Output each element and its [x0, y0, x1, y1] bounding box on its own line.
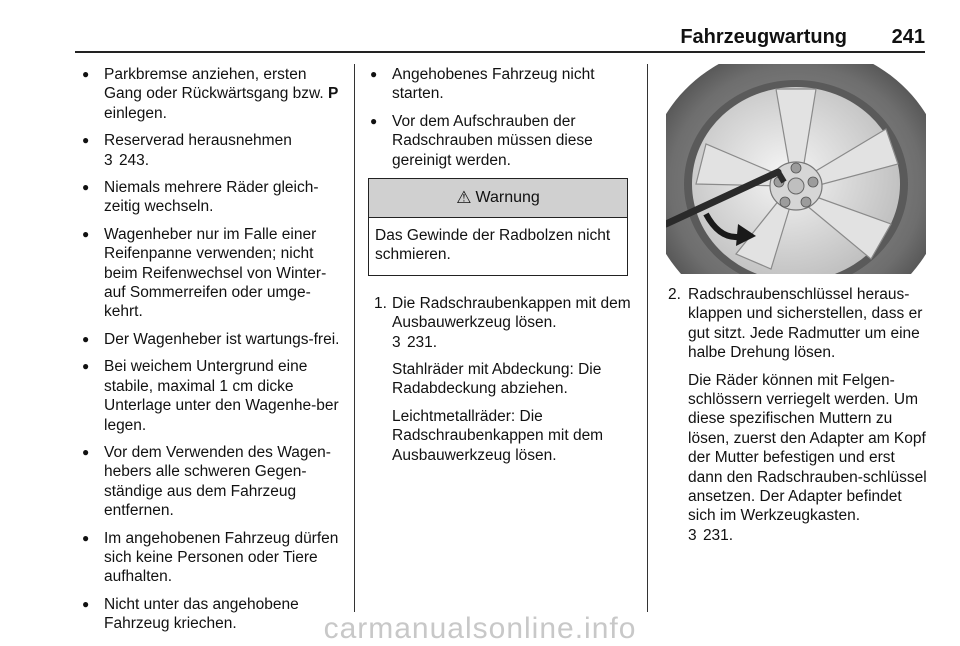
step-paragraph: Leichtmetallräder: Die Radschraubenkappen mit dem Ausbauwerkzeug lösen.: [392, 407, 604, 464]
wheel-image: [666, 64, 926, 274]
step-paragraph: Die Räder können mit Felgen-schlössern verriegelt werden. Um diese spezifischen Muttern zu lösen, zuerst den Adapter am Kopf der Mutter befestigen und erst dann den Radschrauben-schlüssel ansetzen. Der Adapter befindet sich im Werkzeugkasten. 3 231.: [688, 371, 927, 544]
step-item: 1. Die Radschraubenkappen mit dem Ausbauwerkzeug lösen. 3 231. Stahlräder mit Abdeckung: Die Radabdeckung abziehen. Leichtmetallräder: Die Radschraubenkappen mit dem Ausbauwerkzeug lösen.: [368, 294, 636, 465]
list-item: ● Reserverad herausnehmen 3 243.: [80, 131, 348, 170]
column-divider: [354, 64, 355, 612]
wheel-illustration: [666, 64, 926, 274]
warning-box: [368, 178, 628, 276]
watermark: carmanualsonline.info: [323, 612, 637, 645]
warning-body: Das Gewinde der Radbolzen nicht schmieren.: [375, 227, 611, 264]
list-item: ● Parkbremse anziehen, ersten Gang oder Rückwärtsgang bzw. P einlegen.: [80, 65, 348, 123]
page-number: 241: [891, 26, 925, 48]
list-item: ● Niemals mehrere Räder gleich-zeitig wechseln.: [80, 178, 348, 217]
page-ref[interactable]: 243.: [118, 151, 150, 169]
step-number: 2.: [668, 286, 681, 303]
page-ref-icon: 3: [392, 333, 401, 351]
list-item: ● Wagenheber nur im Falle einer Reifenpanne verwenden; nicht beim Reifenwechsel von Winter- auf Sommerreifen oder umge-kehrt.: [80, 225, 348, 322]
warning-icon: ⚠: [456, 188, 472, 208]
step-paragraph: Stahlräder mit Abdeckung: Die Radabdeckung abziehen.: [392, 361, 602, 398]
page-ref[interactable]: 231.: [702, 526, 734, 544]
page-ref-icon: 3: [688, 526, 697, 544]
list-item: ● Nicht unter das angehobene Fahrzeug kriechen.: [80, 595, 348, 634]
list-item: ● Der Wagenheber ist wartungs-frei.: [80, 330, 348, 349]
column-divider: [647, 64, 648, 612]
step-item: 2. Radschraubenschlüssel heraus-klappen und sicherstellen, dass er gut sitzt. Jede Radmutter um eine halbe Drehung lösen. Die Räder können mit Felgen-schlössern verriegelt werden. Um diese spezifischen Muttern zu lösen, zuerst den Adapter am Kopf der Mutter befestigen und erst dann den Radschrauben-schlüssel ansetzen. Der Adapter befindet sich im Werkzeugkasten. 3 231.: [664, 285, 930, 545]
list-item: ● Vor dem Aufschrauben der Radschrauben müssen diese gereinigt werden.: [368, 112, 636, 170]
page-ref-icon: 3: [104, 151, 113, 169]
step-number: 1.: [374, 294, 387, 312]
list-item: ● Angehobenes Fahrzeug nicht starten.: [368, 65, 636, 104]
list-item: ● Im angehobenen Fahrzeug dürfen sich keine Personen oder Tiere aufhalten.: [80, 529, 348, 587]
section-title: Fahrzeugwartung: [680, 26, 847, 48]
column-2: [368, 65, 636, 465]
warning-header: [369, 179, 627, 218]
page-ref[interactable]: 231.: [406, 333, 438, 351]
list-item: ● Bei weichem Untergrund eine stabile, maximal 1 cm dicke Unterlage unter den Wagenhe-ber legen.: [80, 357, 348, 435]
header-rule: [75, 51, 925, 53]
column-1: [80, 65, 348, 642]
list-item: ● Vor dem Verwenden des Wagen-hebers alle schweren Gegen-ständige aus dem Fahrzeug entfernen.: [80, 443, 348, 521]
column-3: [664, 285, 930, 545]
gear-letter: P: [328, 85, 339, 103]
warning-title: Warnung: [475, 189, 540, 207]
